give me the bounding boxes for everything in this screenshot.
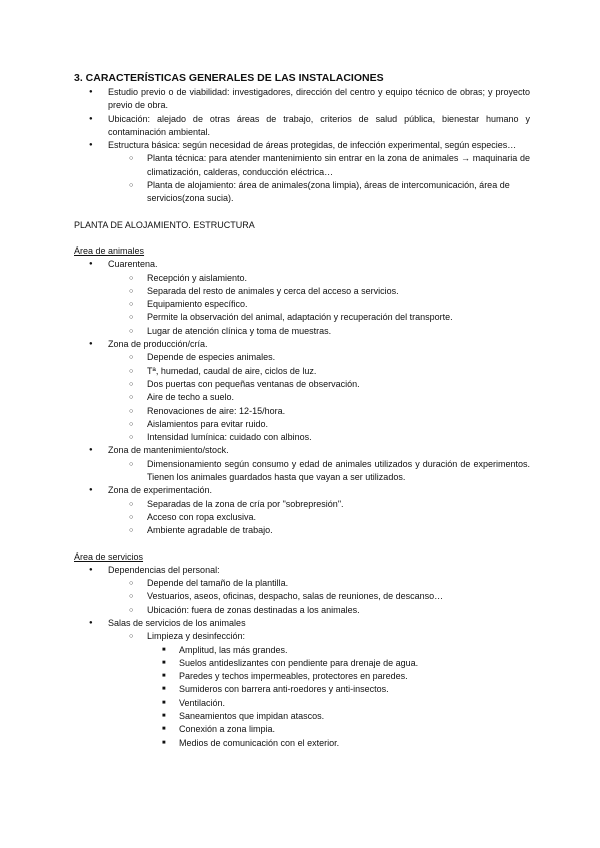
- group-label: ○ Limpieza y desinfección:: [147, 631, 246, 642]
- group-label: ● Zona de experimentación.: [108, 485, 213, 496]
- group-personal: [74, 564, 530, 617]
- sub-sub-list-item: ■ Paredes y techos impermeables, protectores en paredes.: [74, 670, 530, 683]
- list-item: ● Ubicación: alejado de otras áreas de trabajo, criterios de salud pública, bienestar humano y contaminación ambiental.: [74, 113, 530, 140]
- area-animales-title: Área de animales: [74, 245, 145, 256]
- area-animales-list: [74, 258, 530, 537]
- sub-list-item: ○ Dos puertas con pequeñas ventanas de observación.: [74, 378, 530, 391]
- sub-list: [74, 630, 530, 750]
- sub-list: [74, 351, 530, 444]
- sub-sub-list-item: ■ Suelos antideslizantes con pendiente para drenaje de agua.: [74, 657, 530, 670]
- group-mantenimiento: [74, 444, 530, 484]
- sub-list: [74, 498, 530, 538]
- area-servicios-title: Área de servicios: [74, 551, 144, 562]
- group-experimentacion: [74, 484, 530, 537]
- list-item: ● Estudio previo o de viabilidad: investigadores, dirección del centro y equipo técnico de obras; y proyecto previo de obra.: [74, 86, 530, 113]
- sub-sub-list-item: ■ Conexión a zona limpia.: [74, 723, 530, 736]
- sub-list-item: ○ Separada del resto de animales y cerca del acceso a servicios.: [74, 285, 530, 298]
- sub-list-item: ○ Aislamientos para evitar ruido.: [74, 418, 530, 431]
- sub-sub-list-item: ■ Ventilación.: [74, 697, 530, 710]
- sub-list-item: ○ Recepción y aislamiento.: [74, 272, 530, 285]
- sub-list-item: ○ Acceso con ropa exclusiva.: [74, 511, 530, 524]
- group-label: ● Dependencias del personal:: [108, 564, 220, 575]
- sub-list: [74, 458, 530, 485]
- sub-list-item: ○ Ambiente agradable de trabajo.: [74, 524, 530, 537]
- sub-list-item: ○ Planta técnica: para atender mantenimiento sin entrar en la zona de animales → maquinaria de climatización, calderas, conducción eléctrica…: [74, 152, 530, 179]
- sub-sub-list-item: ■ Amplitud, las más grandes.: [74, 644, 530, 657]
- planta-title: PLANTA DE ALOJAMIENTO. ESTRUCTURA: [74, 219, 255, 230]
- sub-list-item: ○ Equipamiento específico.: [74, 298, 530, 311]
- group-cuarentena: [74, 258, 530, 338]
- sub-list-item: ○ Depende de especies animales.: [74, 351, 530, 364]
- sub-list-item: ○ Ubicación: fuera de zonas destinadas a los animales.: [74, 604, 530, 617]
- sub-list: [74, 577, 530, 617]
- group-label: ● Cuarentena.: [108, 259, 158, 270]
- sub-sub-list-item: ■ Saneamientos que impidan atascos.: [74, 710, 530, 723]
- sub-list-item: ○ Dimensionamiento según consumo y edad de animales utilizados y duración de experimentos. Tienen los animales guardados hasta que vayan a ser utilizados.: [74, 458, 530, 485]
- group-salas: [74, 617, 530, 750]
- document-page: [74, 72, 530, 750]
- sub-list-item: ○ Aire de techo a suelo.: [74, 391, 530, 404]
- area-servicios-list: [74, 564, 530, 750]
- group-label: ● Zona de mantenimiento/stock.: [108, 445, 229, 456]
- list-item: [74, 139, 530, 205]
- sub-list-item: ○ Separadas de la zona de cría por "sobrepresión".: [74, 498, 530, 511]
- sub-list-item: ○ Depende del tamaño de la plantilla.: [74, 577, 530, 590]
- intro-list: [74, 86, 530, 206]
- sub-list-item: ○ Renovaciones de aire: 12-15/hora.: [74, 405, 530, 418]
- list-item-text: ● Estructura básica: según necesidad de áreas protegidas, de infección experimental, según especies…: [108, 140, 517, 151]
- sub-list: [74, 272, 530, 338]
- group-label: ● Zona de producción/cría.: [108, 339, 208, 350]
- group-produccion: [74, 338, 530, 444]
- sub-list-item: ○ Tª, humedad, caudal de aire, ciclos de luz.: [74, 365, 530, 378]
- sub-list-item: ○ Vestuarios, aseos, oficinas, despacho, salas de reuniones, de descanso…: [74, 590, 530, 603]
- sub-list-item: ○ Permite la observación del animal, adaptación y recuperación del transporte.: [74, 311, 530, 324]
- sub-sub-list-item: ■ Medios de comunicación con el exterior.: [74, 737, 530, 750]
- sub-sub-list: [74, 644, 530, 750]
- sub-list-item: ○ Planta de alojamiento: área de animales(zona limpia), áreas de intercomunicación, área de servicios(zona sucia).: [74, 179, 530, 206]
- sub-list: [74, 152, 530, 205]
- group-label: ● Salas de servicios de los animales: [108, 617, 246, 628]
- section-heading: 3. CARACTERÍSTICAS GENERALES DE LAS INSTALACIONES: [74, 72, 384, 84]
- sub-list-item: ○ Lugar de atención clínica y toma de muestras.: [74, 325, 530, 338]
- sub-list-item: ○ Intensidad lumínica: cuidado con albinos.: [74, 431, 530, 444]
- sub-sub-list-item: ■ Sumideros con barrera anti-roedores y anti-insectos.: [74, 683, 530, 696]
- group-limpieza: [74, 630, 530, 750]
